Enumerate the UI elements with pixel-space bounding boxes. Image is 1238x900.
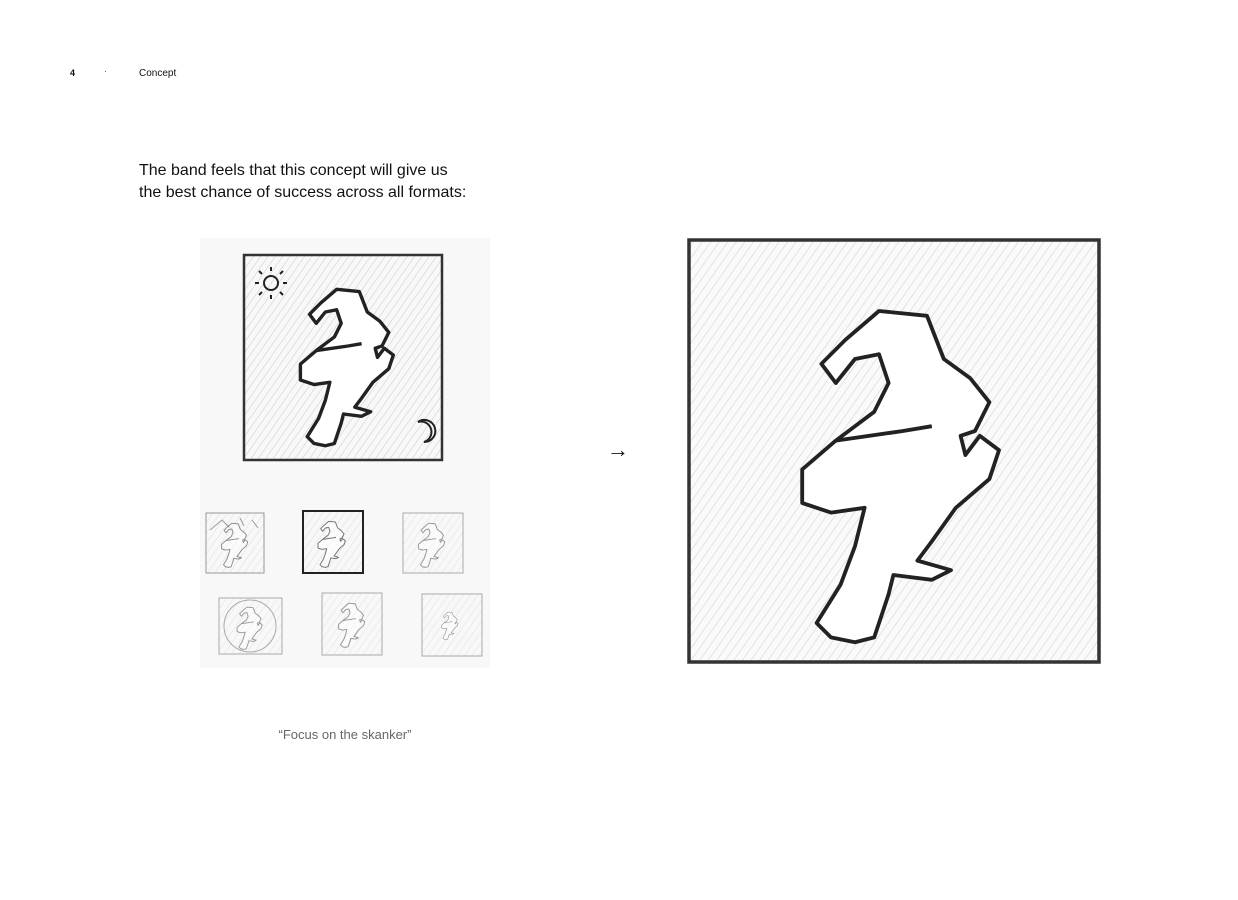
- thumbnail-4: [219, 598, 282, 654]
- thumbnail-5: [322, 593, 382, 655]
- sketch-sheet-drawing: [200, 238, 490, 668]
- final-artwork: [683, 232, 1107, 668]
- intro-text: [139, 160, 519, 204]
- intro-line-2: the best chance of success across all formats:: [139, 184, 467, 201]
- final-artwork-drawing: [683, 232, 1107, 668]
- section-title: Concept: [139, 68, 177, 79]
- sketch-caption: “Focus on the skanker”: [278, 727, 412, 742]
- intro-line-1: The band feels that this concept will give us: [139, 162, 448, 179]
- thumbnail-2-selected: [303, 511, 363, 573]
- concept-sketch-sheet: [200, 238, 490, 668]
- thumbnail-1: [206, 513, 264, 573]
- page-number: 4: [70, 68, 76, 78]
- header-separator: ·: [104, 66, 107, 76]
- right-arrow-icon: →: [607, 437, 629, 462]
- thumbnail-6: [422, 594, 482, 656]
- thumbnail-3: [403, 513, 463, 573]
- main-sketch: [244, 255, 442, 460]
